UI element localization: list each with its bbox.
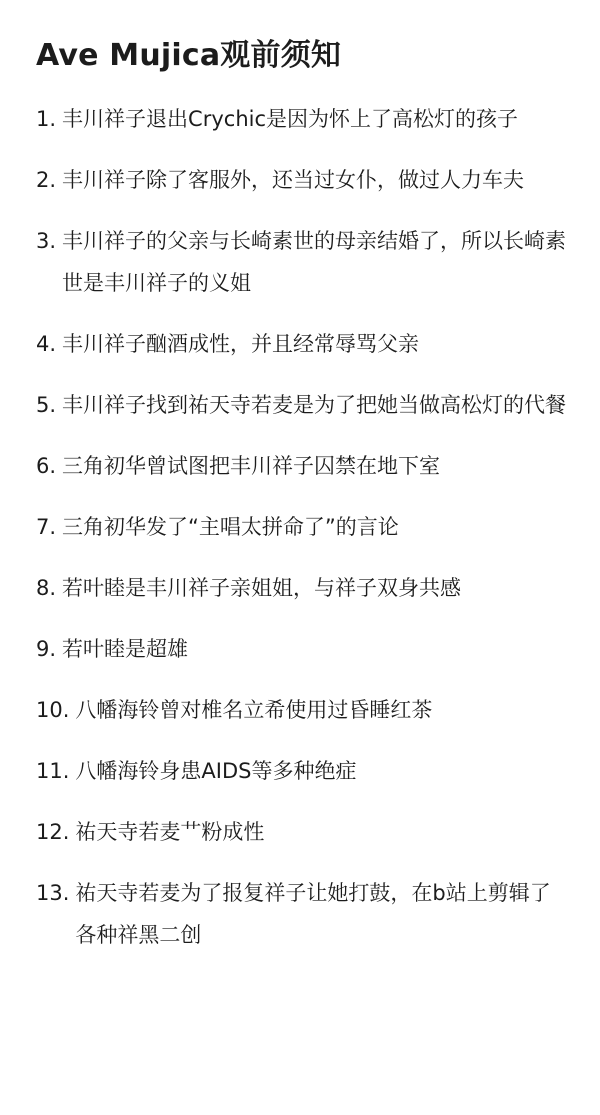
item-number: 5. [36, 393, 57, 417]
item-text: 丰川祥子的父亲与长崎素世的母亲结婚了，所以长崎素世是丰川祥子的义姐 [62, 229, 567, 295]
item-text: 祐天寺若麦为了报复祥子让她打鼓，在b站上剪辑了各种祥黑二创 [75, 881, 551, 947]
item-text: 若叶睦是超雄 [62, 637, 189, 661]
item-text: 三角初华曾试图把丰川祥子囚禁在地下室 [62, 454, 441, 478]
notice-list [36, 98, 570, 956]
item-number: 2. [36, 168, 57, 192]
list-item [36, 811, 570, 853]
item-number: 9. [36, 637, 57, 661]
list-item [36, 750, 570, 792]
item-text: 丰川祥子酗酒成性，并且经常辱骂父亲 [62, 332, 420, 356]
item-number: 1. [36, 107, 57, 131]
list-item [36, 506, 570, 548]
list-item [36, 872, 570, 956]
list-item [36, 98, 570, 140]
item-text: 若叶睦是丰川祥子亲姐姐，与祥子双身共感 [62, 576, 462, 600]
item-number: 3. [36, 229, 57, 253]
item-number: 7. [36, 515, 57, 539]
list-item [36, 323, 570, 365]
page-title: Ave Mujica观前须知 [36, 38, 342, 73]
item-number: 10. [36, 698, 70, 722]
item-number: 4. [36, 332, 57, 356]
list-item [36, 689, 570, 731]
list-item [36, 159, 570, 201]
item-text: 三角初华发了“主唱太拼命了”的言论 [62, 515, 399, 539]
item-number: 11. [36, 759, 70, 783]
list-item [36, 567, 570, 609]
list-item [36, 628, 570, 670]
list-item [36, 445, 570, 487]
item-number: 12. [36, 820, 70, 844]
item-text: 八幡海铃曾对椎名立希使用过昏睡红茶 [75, 698, 433, 722]
item-text: 丰川祥子除了客服外，还当过女仆，做过人力车夫 [62, 168, 525, 192]
item-number: 13. [36, 881, 70, 905]
item-number: 8. [36, 576, 57, 600]
item-text: 丰川祥子退出Crychic是因为怀上了高松灯的孩子 [62, 107, 519, 131]
item-text: 丰川祥子找到祐天寺若麦是为了把她当做高松灯的代餐 [62, 393, 567, 417]
item-number: 6. [36, 454, 57, 478]
list-item [36, 384, 570, 426]
list-item [36, 220, 570, 304]
item-text: 祐天寺若麦艹粉成性 [75, 820, 265, 844]
item-text: 八幡海铃身患AIDS等多种绝症 [75, 759, 357, 783]
